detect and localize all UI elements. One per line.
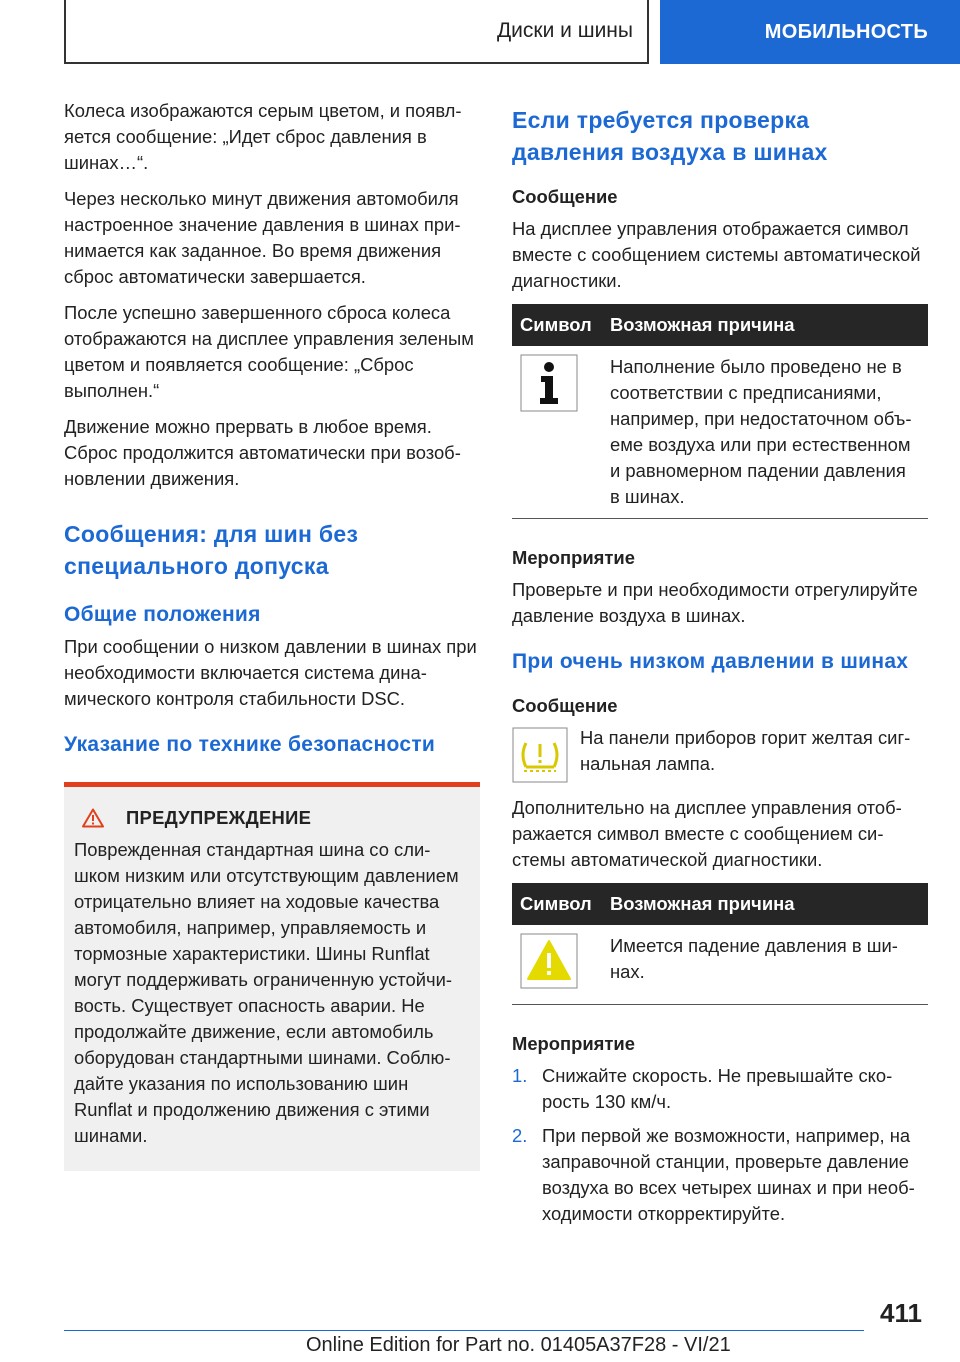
heading-general: Общие положения bbox=[64, 603, 261, 626]
warning-title: ПРЕДУПРЕЖДЕНИЕ bbox=[126, 807, 312, 828]
table-header-reason: Возможная причина bbox=[602, 883, 928, 925]
warning-title-row bbox=[74, 807, 470, 829]
subheading-message: Сообщение bbox=[512, 186, 618, 207]
table-cell-reason: Наполнение было проведено не в соответствии с предписаниями, например, при недостаточном объеме воздуха или при естественном и равномерном падении давления в шинах. bbox=[602, 346, 928, 519]
warning-box bbox=[64, 782, 480, 1171]
page-number: 411 bbox=[880, 1298, 922, 1328]
symbol-table-info bbox=[512, 304, 928, 519]
heading-messages: Сообщения: для шин без специального допуска bbox=[64, 521, 359, 579]
table-header-symbol: Символ bbox=[512, 304, 602, 346]
step-text: При первой же возможности, например, на заправочной станции, проверьте давление воздуха во всех четырех шинах и при необходимости откорректируйте. bbox=[542, 1125, 915, 1224]
paragraph: Движение можно прервать в любое время. Сброс продолжится автоматически при возобновлении движения. bbox=[64, 416, 461, 489]
subheading-message: Сообщение bbox=[512, 695, 618, 716]
paragraph: После успешно завершенного сброса колеса отображаются на дисплее управления зеленым цветом и появляется сообщение: „Сброс выполнен.“ bbox=[64, 302, 474, 401]
paragraph: На панели приборов горит желтая сигнальная лампа. bbox=[580, 727, 911, 774]
list-item bbox=[512, 1123, 928, 1227]
paragraph: Проверьте и при необходимости отрегулируйте давление воздуха в шинах. bbox=[512, 579, 918, 626]
subheading-action: Мероприятие bbox=[512, 1033, 635, 1054]
warning-text: Поврежденная стандартная шина со слишком низким или отсутствующим давлением отрицательно влияет на ходовые качества автомобиля, например, управляемость и тормозные характеристики. Шины Runflat могут поддерживать ограниченную устойчивость. Существует опасность аварии. Не продолжайте движение, если автомобиль оборудован стандартными шинами. Соблюдайте указания по использованию шин Runflat и продолжению движения с этими шинами. bbox=[74, 839, 459, 1146]
section-title: Диски и шины bbox=[496, 19, 633, 42]
symbol-table-warning bbox=[512, 883, 928, 1005]
step-text: Снижайте скорость. Не превышайте скорость 130 км/ч. bbox=[542, 1065, 893, 1112]
warning-lamp-row bbox=[512, 725, 928, 783]
heading-pressure-check: Если требуется проверка давления воздуха в шинах bbox=[512, 107, 828, 165]
table-header-symbol: Символ bbox=[512, 883, 602, 925]
section-header bbox=[64, 0, 649, 64]
chapter-title: МОБИЛЬНОСТЬ bbox=[764, 20, 928, 43]
paragraph: Через несколько минут движения автомобиля настроенное значение давления в шинах принимается как заданное. Во время движения сброс автоматически завершается. bbox=[64, 188, 461, 287]
info-icon bbox=[520, 354, 578, 412]
chapter-tab[interactable] bbox=[660, 0, 960, 64]
heading-safety: Указание по технике безопасности bbox=[64, 733, 436, 756]
heading-very-low-pressure: При очень низком давлении в шинах bbox=[512, 650, 909, 673]
list-item bbox=[512, 1063, 928, 1115]
paragraph: Колеса изображаются серым цветом, и появляется сообщение: „Идет сброс давления в шинах…“. bbox=[64, 100, 462, 173]
warning-triangle-icon bbox=[82, 808, 104, 828]
table-row bbox=[512, 346, 928, 519]
paragraph: На дисплее управления отображается символ вместе с сообщением системы автоматической диагностики. bbox=[512, 218, 921, 291]
warning-triangle-icon bbox=[520, 933, 578, 989]
tire-pressure-warning-lamp-icon bbox=[512, 727, 568, 783]
subheading-action: Мероприятие bbox=[512, 547, 635, 568]
left-column bbox=[64, 98, 480, 1171]
step-number: 2. bbox=[512, 1125, 528, 1146]
table-header-reason: Возможная причина bbox=[602, 304, 928, 346]
paragraph: Дополнительно на дисплее управления отображается символ вместе с сообщением системы автоматической диагностики. bbox=[512, 797, 902, 870]
step-number: 1. bbox=[512, 1065, 528, 1086]
right-column bbox=[512, 98, 928, 1235]
table-cell-reason: Имеется падение давления в шинах. bbox=[602, 925, 928, 1005]
paragraph: При сообщении о низком давлении в шинах при необходимости включается система динамического контроля стабильности DSC. bbox=[64, 636, 477, 709]
table-row bbox=[512, 925, 928, 1005]
footer-edition: Online Edition for Part no. 01405A37F28 - VI/21 bbox=[306, 1334, 731, 1356]
footer-divider bbox=[64, 1330, 864, 1331]
action-steps bbox=[512, 1063, 928, 1227]
